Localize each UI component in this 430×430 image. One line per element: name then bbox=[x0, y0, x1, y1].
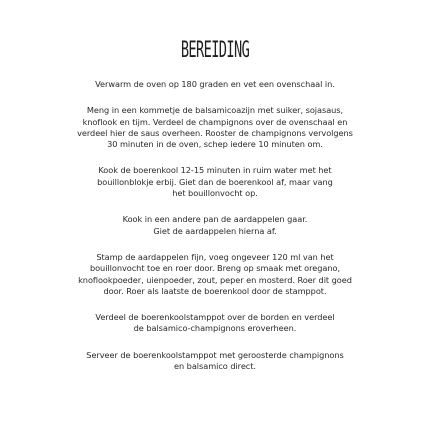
step-line: Verdeel de boerenkoolstamppot over de borden en verdeel bbox=[95, 312, 335, 323]
step-line: bouillonblokje erbij. Giet dan de boerenkool af, maar vang bbox=[97, 176, 333, 187]
step-paragraph bbox=[58, 105, 372, 150]
step-line: knoflookpoeder, uienpoeder, zout, peper en mosterd. Roer dit goed bbox=[78, 274, 352, 285]
step-line: de balsamico-champignons eroverheen. bbox=[133, 323, 297, 334]
step-paragraph bbox=[58, 312, 372, 335]
step-line: Giet de aardappelen hierna af. bbox=[153, 225, 277, 236]
step-paragraph bbox=[58, 214, 372, 237]
step-line: het bouillonvocht op. bbox=[172, 188, 258, 199]
step-line: Serveer de boerenkoolstamppot met geroosterde champignons bbox=[86, 349, 344, 360]
step-line: Kook de boerenkool 12-15 minuten in ruim water met het bbox=[98, 165, 332, 176]
step-line: en balsamico direct. bbox=[174, 361, 256, 372]
step-line: door. Roer als laatste de boerenkool door de stamppot. bbox=[103, 285, 327, 296]
preparation-steps bbox=[58, 79, 372, 387]
step-line: Verwarm de oven op 180 graden en vet een ovenschaal in. bbox=[95, 79, 335, 89]
step-line: Kook in een andere pan de aardappelen gaar. bbox=[122, 214, 308, 225]
step-line: Stamp de aardappelen fijn, voeg ongeveer 120 ml van het bbox=[96, 251, 334, 262]
step-line: 30 minuten in de oven, schep iedere 10 minuten om. bbox=[107, 139, 323, 150]
step-line: knoflook en tijm. Verdeel de champignons over de ovenschaal en bbox=[82, 116, 348, 127]
step-line: bouillonvocht toe en roer door. Breng op smaak met oregano, bbox=[89, 263, 341, 274]
step-line: Meng in een kommetje de balsamicoazijn met suiker, sojasaus, bbox=[86, 105, 344, 116]
step-paragraph bbox=[58, 252, 372, 297]
step-line: verdeel hier de saus overheen. Rooster de champignons vervolgens bbox=[77, 127, 353, 138]
step-paragraph bbox=[58, 79, 372, 90]
step-paragraph bbox=[58, 165, 372, 199]
step-paragraph bbox=[58, 350, 372, 373]
page-title: BEREIDING bbox=[180, 38, 250, 63]
